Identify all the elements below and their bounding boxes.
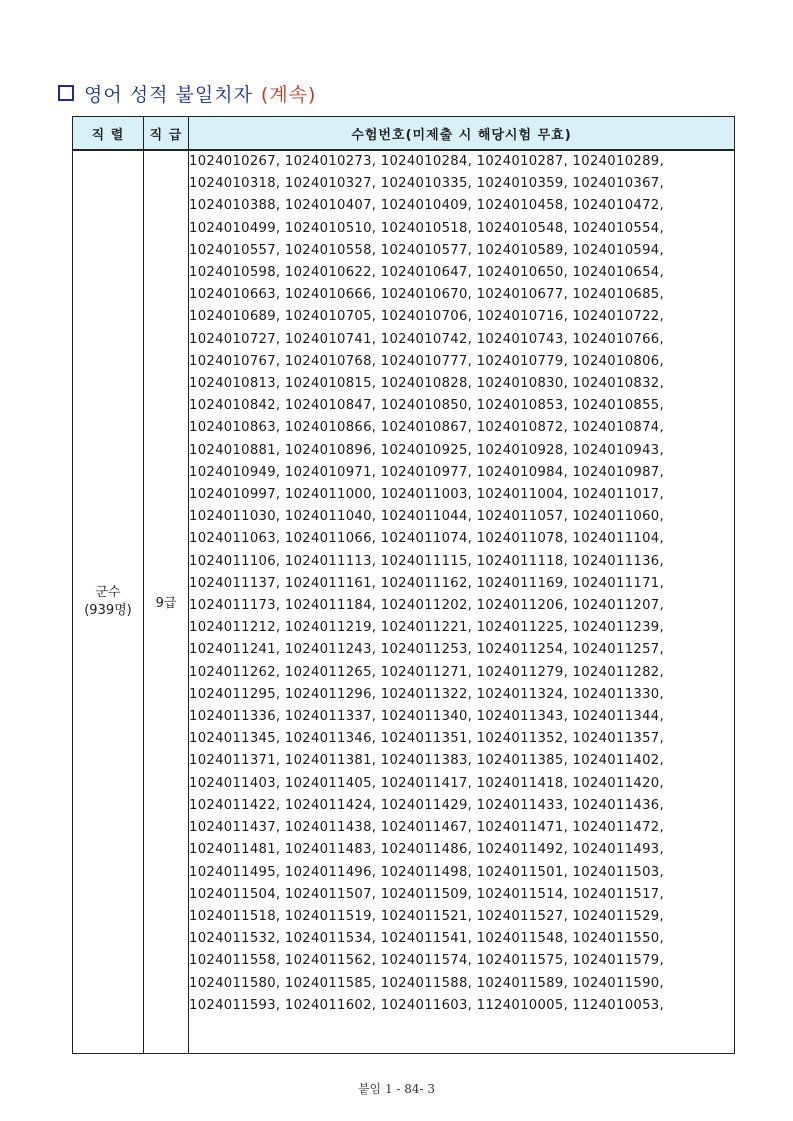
exam-number-line: 1024011345, 1024011346, 1024011351, 1024011352, 1024011357,	[189, 731, 664, 747]
exam-number-line: 1024011262, 1024011265, 1024011271, 1024011279, 1024011282,	[189, 664, 664, 680]
exam-number-line: 1024011580, 1024011585, 1024011588, 1024011589, 1024011590,	[189, 975, 664, 991]
header-job-series: 직 렬	[73, 117, 144, 151]
exam-number-line: 1024011030, 1024011040, 1024011044, 1024011057, 1024011060,	[189, 509, 664, 525]
exam-number-line: 1024011403, 1024011405, 1024011417, 1024011418, 1024011420,	[189, 775, 664, 791]
exam-number-line: 1024011212, 1024011219, 1024011221, 1024011225, 1024011239,	[189, 620, 664, 636]
exam-number-line: 1024011241, 1024011243, 1024011253, 1024011254, 1024011257,	[189, 642, 664, 658]
exam-number-line: 1024011481, 1024011483, 1024011486, 1024011492, 1024011493,	[189, 842, 664, 858]
header-grade: 직 급	[144, 117, 189, 151]
exam-number-line: 1024010689, 1024010705, 1024010706, 1024010716, 1024010722,	[189, 309, 664, 325]
exam-number-line: 1024010318, 1024010327, 1024010335, 1024010359, 1024010367,	[189, 176, 664, 192]
checkbox-square-icon	[58, 85, 74, 101]
exam-number-line: 1024010863, 1024010866, 1024010867, 1024010872, 1024010874,	[189, 420, 664, 436]
exam-number-line: 1024010388, 1024010407, 1024010409, 1024010458, 1024010472,	[189, 198, 664, 214]
exam-number-line: 1024010267, 1024010273, 1024010284, 1024010287, 1024010289,	[189, 154, 664, 169]
exam-number-line: 1024011558, 1024011562, 1024011574, 1024011575, 1024011579,	[189, 953, 664, 969]
header-exam-numbers: 수험번호(미제출 시 해당시험 무효)	[189, 117, 735, 151]
table-row	[73, 150, 735, 1053]
exam-number-line: 1024010949, 1024010971, 1024010977, 1024010984, 1024010987,	[189, 464, 664, 480]
exam-number-line: 1024011593, 1024011602, 1024011603, 1124010005, 1124010053,	[189, 997, 664, 1013]
exam-number-line: 1024010598, 1024010622, 1024010647, 1024010650, 1024010654,	[189, 265, 664, 281]
exam-numbers-cell	[189, 150, 735, 1053]
table-header-row	[73, 117, 735, 151]
exam-number-line: 1024010813, 1024010815, 1024010828, 1024010830, 1024010832,	[189, 376, 664, 392]
exam-number-line: 1024011518, 1024011519, 1024011521, 1024011527, 1024011529,	[189, 908, 664, 924]
exam-number-line: 1024010997, 1024011000, 1024011003, 1024011004, 1024011017,	[189, 487, 664, 503]
exam-number-line: 1024011371, 1024011381, 1024011383, 1024011385, 1024011402,	[189, 753, 664, 769]
exam-number-line: 1024010727, 1024010741, 1024010742, 1024010743, 1024010766,	[189, 331, 664, 347]
exam-number-line: 1024011063, 1024011066, 1024011074, 1024011078, 1024011104,	[189, 531, 664, 547]
section-heading	[58, 78, 316, 108]
exam-number-line: 1024011137, 1024011161, 1024011162, 1024011169, 1024011171,	[189, 575, 664, 591]
exam-number-line: 1024011495, 1024011496, 1024011498, 1024011501, 1024011503,	[189, 864, 664, 880]
job-series-name: 군수	[95, 584, 121, 600]
job-series-cell	[73, 150, 144, 1053]
continued-label: (계속)	[260, 83, 317, 106]
exam-number-line: 1024011437, 1024011438, 1024011467, 1024011471, 1024011472,	[189, 820, 664, 836]
page-footer: 붙임 1 - 84- 3	[357, 1082, 436, 1096]
exam-number-list	[189, 151, 734, 1017]
job-series-count: (939명)	[84, 602, 132, 618]
applicant-table	[72, 116, 735, 1054]
exam-number-line: 1024011532, 1024011534, 1024011541, 1024011548, 1024011550,	[189, 931, 664, 947]
exam-number-line: 1024011295, 1024011296, 1024011322, 1024011324, 1024011330,	[189, 686, 664, 702]
exam-number-line: 1024010881, 1024010896, 1024010925, 1024010928, 1024010943,	[189, 442, 664, 458]
exam-number-line: 1024010767, 1024010768, 1024010777, 1024010779, 1024010806,	[189, 353, 664, 369]
exam-number-line: 1024010842, 1024010847, 1024010850, 1024010853, 1024010855,	[189, 398, 664, 414]
exam-number-line: 1024011422, 1024011424, 1024011429, 1024011433, 1024011436,	[189, 797, 664, 813]
exam-number-line: 1024011106, 1024011113, 1024011115, 1024011118, 1024011136,	[189, 553, 664, 569]
grade-cell: 9급	[144, 150, 189, 1053]
exam-number-line: 1024010499, 1024010510, 1024010518, 1024010548, 1024010554,	[189, 220, 664, 236]
exam-number-line: 1024010663, 1024010666, 1024010670, 1024010677, 1024010685,	[189, 287, 664, 303]
section-title: 영어 성적 불일치자	[84, 83, 253, 106]
exam-number-line: 1024011336, 1024011337, 1024011340, 1024011343, 1024011344,	[189, 709, 664, 725]
exam-number-line: 1024010557, 1024010558, 1024010577, 1024010589, 1024010594,	[189, 242, 664, 258]
exam-number-line: 1024011504, 1024011507, 1024011509, 1024011514, 1024011517,	[189, 886, 664, 902]
exam-number-line: 1024011173, 1024011184, 1024011202, 1024011206, 1024011207,	[189, 598, 664, 614]
